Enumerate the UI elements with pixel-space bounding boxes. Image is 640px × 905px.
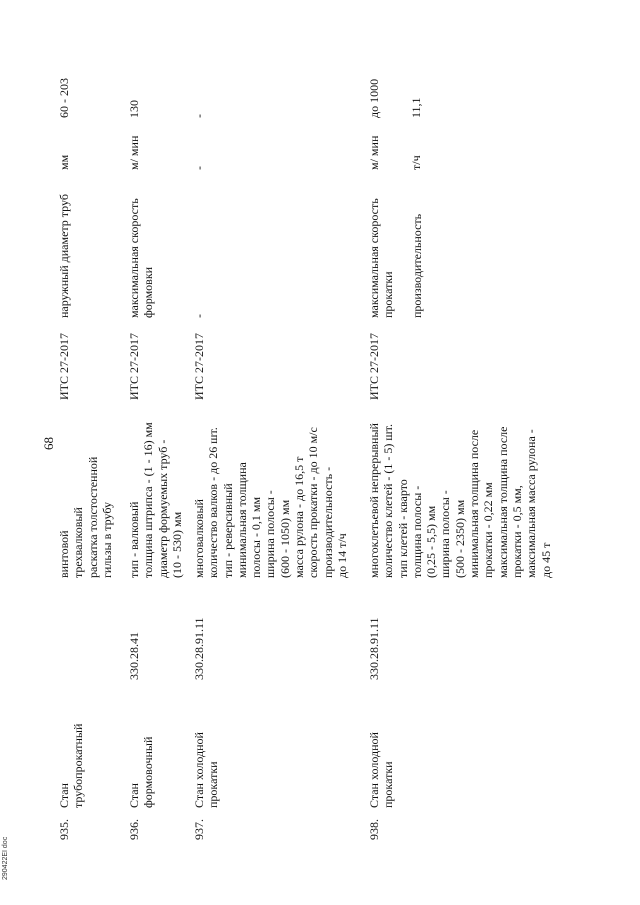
- parameter-unit: мм: [57, 154, 71, 170]
- parameter-name-line: наружный диаметр труб: [57, 194, 71, 318]
- description-line: многовалковый: [192, 499, 206, 578]
- spacer: [396, 173, 410, 318]
- its-reference: ИТС 27-2017: [192, 333, 206, 400]
- parameter-values: [127, 58, 141, 118]
- okpd-code: 330.28.41: [127, 632, 141, 680]
- parameter-name: [127, 173, 156, 318]
- parameter-unit: -: [192, 166, 206, 170]
- description-line: (600 - 1050) мм: [277, 499, 292, 578]
- parameter-name-line: производительность: [409, 213, 424, 318]
- parameter-name-line: -: [192, 314, 206, 318]
- equipment-name-line: Стан холодной: [367, 732, 381, 808]
- equipment-name-line: прокатки: [381, 761, 396, 808]
- parameter-name: [410, 173, 424, 318]
- description-line: ширина полосы -: [438, 490, 453, 578]
- description-line: винтовой: [57, 530, 71, 578]
- its-reference: ИТС 27-2017: [367, 333, 381, 400]
- description-line: скорость прокатки - до 10 м/с: [306, 427, 321, 578]
- description-line: тип клетей - кварто: [395, 479, 410, 578]
- description-line: прокатки - 0,5 мм,: [509, 485, 524, 578]
- equipment-name-line: Стан: [57, 783, 71, 808]
- parameter-value: 130: [127, 100, 141, 118]
- row-number: 936.: [127, 819, 141, 840]
- okpd-code: 330.28.91.11: [192, 617, 206, 680]
- parameter-names: [127, 173, 156, 318]
- parameter-values: [57, 58, 71, 118]
- equipment-name-line: Стан: [127, 783, 141, 808]
- description-line: производительность -: [320, 466, 335, 578]
- parameter-values: [192, 58, 206, 118]
- parameter-value: -: [192, 114, 206, 118]
- description-line: масса рулона - до 16,5 т: [292, 456, 307, 578]
- parameter-unit: м/ мин: [367, 135, 381, 170]
- parameter-units: [192, 125, 206, 170]
- its-reference: ИТС 27-2017: [57, 333, 71, 400]
- equipment-name: [127, 703, 156, 808]
- description-line: тип - валковый: [127, 501, 141, 578]
- parameter-names: [57, 173, 71, 318]
- equipment-name-line: трубопрокатный: [71, 723, 86, 808]
- spacer: [381, 58, 395, 118]
- description-line: гильзы в трубу: [99, 502, 114, 578]
- description-line: (0,25 - 5,5) мм: [424, 505, 439, 578]
- row-number: 937.: [192, 819, 206, 840]
- table-row: [192, 60, 352, 840]
- description-line: минимальная толщина после: [467, 429, 482, 578]
- description-line: количество клетей - (1 - 5) шт.: [381, 424, 396, 578]
- parameter-units: [127, 125, 141, 170]
- its-reference: ИТС 27-2017: [127, 333, 141, 400]
- parameter-unit: м/ мин: [127, 135, 141, 170]
- parameter-name-line: формовки: [141, 266, 156, 318]
- equipment-description: [192, 406, 349, 578]
- description-line: раскатка толстостенной: [85, 456, 100, 578]
- description-line: (500 - 2350) мм: [452, 499, 467, 578]
- parameter-name-line: максимальная скорость: [127, 198, 141, 318]
- parameter-names: [367, 173, 424, 318]
- spacer: [395, 125, 409, 170]
- parameter-value: 11,1: [409, 97, 424, 118]
- description-line: (10 - 530) мм: [169, 511, 184, 578]
- description-line: полосы - 0,1 мм: [249, 496, 264, 578]
- equipment-description: [127, 406, 184, 578]
- equipment-description: [367, 406, 553, 578]
- parameter-value: 60 - 203: [57, 78, 71, 118]
- row-number: 938.: [367, 819, 381, 840]
- description-line: максимальная толщина после: [495, 426, 510, 578]
- description-line: толщина штрипса - (1 - 16) мм: [141, 422, 156, 578]
- parameter-unit: т/ч: [409, 155, 424, 170]
- parameter-units: [57, 125, 71, 170]
- parameter-name: [367, 173, 396, 318]
- spacer: [395, 58, 409, 118]
- page-number: 68: [41, 437, 56, 450]
- description-line: максимальная масса рулона -: [524, 429, 539, 578]
- description-line: количество валков - до 26 шт.: [206, 427, 221, 578]
- parameter-values: [367, 58, 424, 118]
- parameter-name-line: максимальная скорость: [367, 198, 381, 318]
- table-row: [367, 60, 553, 840]
- equipment-description: [57, 406, 114, 578]
- equipment-name-line: прокатки: [206, 761, 221, 808]
- footer-filename: 290422EI doc: [2, 836, 9, 880]
- description-line: диаметр формуемых труб -: [155, 439, 170, 578]
- equipment-table: [57, 60, 577, 840]
- description-line: трехвалковый: [71, 507, 86, 578]
- equipment-name: [57, 703, 86, 808]
- equipment-name: [367, 703, 396, 808]
- parameter-name: [192, 173, 206, 318]
- equipment-name: [192, 703, 221, 808]
- description-line: тип - реверсивный: [220, 483, 235, 578]
- parameter-name-line: прокатки: [381, 271, 396, 318]
- description-line: ширина полосы -: [263, 490, 278, 578]
- equipment-name-line: формовочный: [141, 736, 156, 808]
- equipment-name-line: Стан холодной: [192, 732, 206, 808]
- parameter-value: до 1000: [367, 78, 381, 118]
- parameter-units: [367, 125, 424, 170]
- parameter-names: [192, 173, 206, 318]
- okpd-code: 330.28.91.11: [367, 617, 381, 680]
- spacer: [381, 125, 395, 170]
- description-line: до 14 т/ч: [334, 533, 349, 578]
- description-line: прокатки - 0,22 мм: [481, 482, 496, 578]
- description-line: до 45 т: [538, 542, 553, 578]
- description-line: многоклетьевой непрерывный: [367, 423, 381, 578]
- row-number: 935.: [57, 819, 71, 840]
- description-line: толщина полосы -: [409, 485, 424, 578]
- description-line: минимальная толщина: [234, 462, 249, 578]
- parameter-name: [57, 173, 71, 318]
